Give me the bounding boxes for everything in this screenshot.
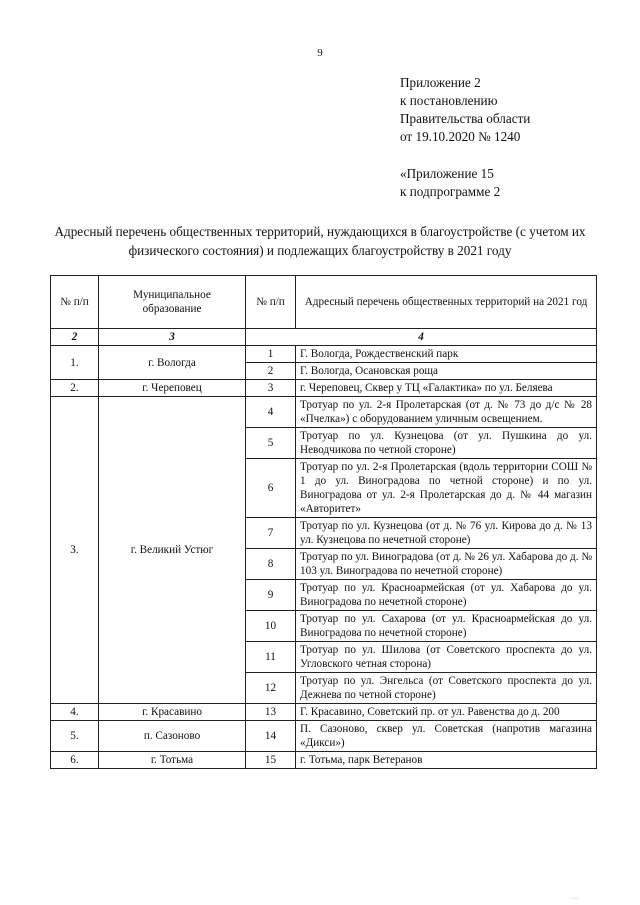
spacer: [400, 146, 530, 165]
item-number: 9: [246, 580, 296, 611]
sub-appendix-line: к подпрограмме 2: [400, 184, 501, 199]
header-num: № п/п: [51, 276, 99, 329]
item-number: 13: [246, 704, 296, 721]
item-number: 14: [246, 721, 296, 752]
row-number: 4.: [51, 704, 99, 721]
column-number: 4: [246, 329, 597, 346]
sub-appendix-line: «Приложение 15: [400, 166, 494, 181]
table-row: [51, 704, 597, 721]
address-cell: Тротуар по ул. Красноармейская (от ул. Хабарова до ул. Виноградова по нечетной стороне): [296, 580, 597, 611]
item-number: 7: [246, 518, 296, 549]
item-number: 10: [246, 611, 296, 642]
municipality-cell: г. Вологда: [99, 346, 246, 380]
appendix-line: Приложение 2: [400, 75, 481, 90]
header-address: Адресный перечень общественных территорий на 2021 год: [296, 276, 597, 329]
table-header-row: [51, 276, 597, 329]
table-row: [51, 752, 597, 769]
table-row: [51, 721, 597, 752]
appendix-line: от 19.10.2020 № 1240: [400, 129, 521, 144]
column-number: 2: [51, 329, 99, 346]
table-row: [51, 346, 597, 363]
address-cell: Тротуар по ул. Кузнецова (от ул. Пушкина до ул. Неводчикова по четной стороне): [296, 428, 597, 459]
item-number: 15: [246, 752, 296, 769]
address-cell: Тротуар по ул. Шилова (от Советского проспекта до ул. Угловского четная сторона): [296, 642, 597, 673]
address-cell: Тротуар по ул. Сахарова (от ул. Красноармейская до ул. Виноградова по нечетной стороне): [296, 611, 597, 642]
municipality-cell: г. Череповец: [99, 380, 246, 397]
item-number: 12: [246, 673, 296, 704]
table-body: [51, 346, 597, 769]
item-number: 1: [246, 346, 296, 363]
municipality-cell: г. Великий Устюг: [99, 397, 246, 704]
document-title: Адресный перечень общественных территорий, нуждающихся в благоустройстве (с учетом их физического состояния) и подлежащих благоустройству в 2021 году: [54, 224, 586, 258]
column-number-row: [51, 329, 597, 346]
address-cell: Тротуар по ул. 2-я Пролетарская (вдоль территории СОШ № 1 до ул. Виноградова по четной стороне) и по ул. Виноградова от ул. 2-я Пролетарская до д. № 44 магазин «Авторитет»: [296, 459, 597, 518]
item-number: 6: [246, 459, 296, 518]
row-number: 6.: [51, 752, 99, 769]
appendix-line: Правительства области: [400, 111, 531, 126]
table-row: [51, 397, 597, 428]
item-number: 5: [246, 428, 296, 459]
table-row: [51, 380, 597, 397]
municipality-cell: г. Тотьма: [99, 752, 246, 769]
address-cell: Г. Вологда, Рождественский парк: [296, 346, 597, 363]
municipality-cell: п. Сазоново: [99, 721, 246, 752]
address-cell: Тротуар по ул. Виноградова (от д. № 26 ул. Хабарова до д. № 103 ул. Виноградова по нечетной стороне): [296, 549, 597, 580]
row-number: 3.: [51, 397, 99, 704]
item-number: 2: [246, 363, 296, 380]
address-table: [50, 275, 597, 769]
page-number: 9: [317, 47, 323, 59]
municipality-cell: г. Красавино: [99, 704, 246, 721]
row-number: 5.: [51, 721, 99, 752]
header-municipality: Муниципальное образование: [99, 276, 246, 329]
address-cell: Тротуар по ул. Кузнецова (от д. № 76 ул. Кирова до д. № 13 ул. Кузнецова по нечетной стороне): [296, 518, 597, 549]
appendix-block: [400, 74, 530, 201]
address-cell: г. Череповец, Сквер у ТЦ «Галактика» по ул. Беляева: [296, 380, 597, 397]
scan-mark: ····: [570, 896, 578, 902]
appendix-line: к постановлению: [400, 93, 498, 108]
address-cell: г. Тотьма, парк Ветеранов: [296, 752, 597, 769]
item-number: 3: [246, 380, 296, 397]
item-number: 8: [246, 549, 296, 580]
item-number: 11: [246, 642, 296, 673]
address-cell: Тротуар по ул. Энгельса (от Советского проспекта до ул. Дежнева по четной стороне): [296, 673, 597, 704]
column-number: 3: [99, 329, 246, 346]
address-cell: Г. Красавино, Советский пр. от ул. Равенства до д. 200: [296, 704, 597, 721]
address-cell: П. Сазоново, сквер ул. Советская (напротив магазина «Дикси»): [296, 721, 597, 752]
item-number: 4: [246, 397, 296, 428]
address-cell: Г. Вологда, Осановская роща: [296, 363, 597, 380]
address-cell: Тротуар по ул. 2-я Пролетарская (от д. № 73 до д/с № 28 «Пчелка») с оборудованием уличным освещением.: [296, 397, 597, 428]
row-number: 2.: [51, 380, 99, 397]
header-item-num: № п/п: [246, 276, 296, 329]
row-number: 1.: [51, 346, 99, 380]
